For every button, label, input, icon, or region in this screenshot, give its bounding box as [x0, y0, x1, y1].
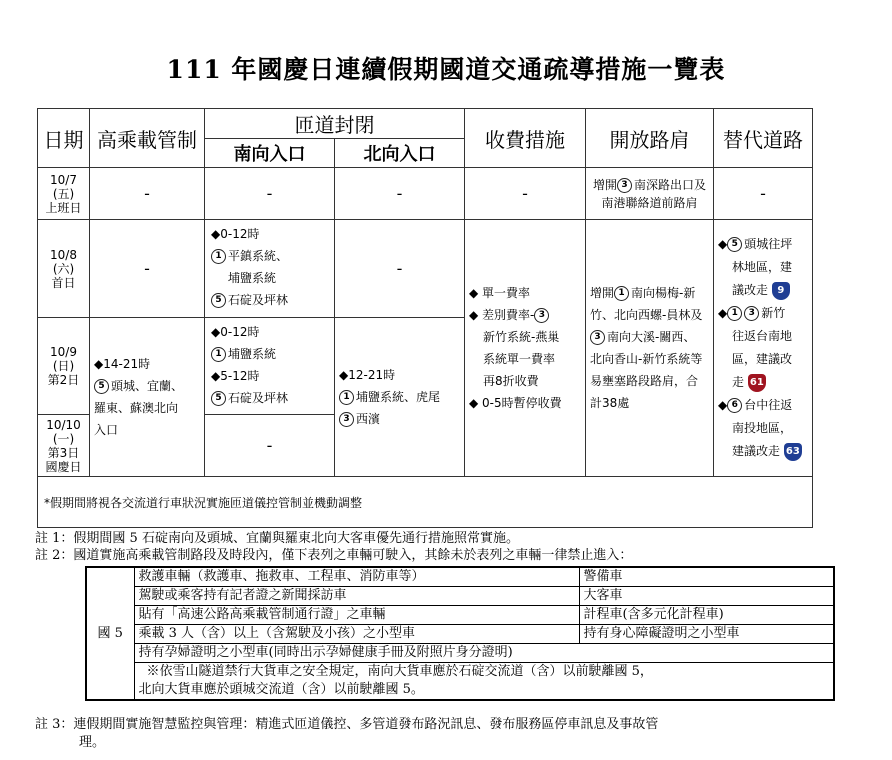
route-5-icon: 5	[94, 379, 109, 394]
hov-cell: -	[90, 220, 205, 318]
alt-text: 新竹	[761, 306, 786, 320]
date-cell	[38, 415, 90, 477]
route-6-icon: 6	[727, 398, 742, 413]
date-text: 第3日	[47, 445, 80, 460]
south-cell: -	[205, 415, 335, 477]
alt-cell: -	[714, 168, 813, 220]
vehicle-item: 警備車	[579, 567, 834, 587]
date-text: (六)	[52, 261, 75, 276]
shoulder-text: 增開	[592, 177, 617, 192]
toll-text: 再8折收費	[483, 374, 539, 388]
ramp-text: 埔鹽系統	[228, 271, 277, 285]
header-toll: 收費措施	[465, 109, 586, 168]
time-text: ◆14-21時	[94, 357, 151, 371]
alt-text: 建議改走	[732, 444, 781, 458]
alt-text: 頭城往坪	[744, 237, 793, 251]
date-cell	[38, 168, 90, 220]
header-hov: 高乘載管制	[90, 109, 205, 168]
header-alt: 替代道路	[714, 109, 813, 168]
date-text: 10/7	[50, 172, 77, 187]
alt-text: 南投地區，	[732, 421, 793, 435]
toll-text: ◆ 0-5時暫停收費	[469, 396, 562, 410]
route-3-icon: 3	[617, 178, 632, 193]
measures-table	[37, 108, 813, 528]
route-3-icon: 3	[534, 308, 549, 323]
tunnel-rule: 北向大貨車應於頭城交流道（含）以前駛離國 5。	[134, 681, 834, 700]
route-61-shield-icon: 61	[748, 374, 766, 392]
note-3-cont: 理。	[79, 735, 106, 750]
shoulder-text: 南深路出口及南港聯絡道前路肩	[601, 177, 707, 210]
header-ramp: 匝道封閉	[205, 109, 465, 139]
south-cell	[205, 318, 335, 415]
alt-text: 台中往返	[744, 398, 793, 412]
route-3-icon: 3	[339, 412, 354, 427]
note-1: 註 1：假期間國 5 石碇南向及頭城、宜蘭與羅東北向大客車優先通行措施照常實施。	[35, 531, 519, 546]
ramp-text: 埔鹽系統	[228, 347, 277, 361]
table-footnote: *假期間將視各交流道行車狀況實施匝道儀控管制並機動調整	[38, 477, 813, 528]
route-9-shield-icon: 9	[772, 282, 790, 300]
date-text: 第2日	[47, 373, 80, 387]
ramp-text: 西濱	[356, 412, 381, 426]
hov-text: 入口	[94, 423, 119, 437]
ramp-text: 石碇及坪林	[228, 293, 289, 307]
vehicle-item: 計程車(含多元化計程車)	[579, 606, 834, 625]
date-text: 10/8	[50, 247, 77, 262]
header-south: 南向入口	[205, 139, 335, 168]
ramp-text: 平鎮系統、	[228, 249, 289, 263]
toll-cell	[465, 220, 586, 477]
shoulder-text: 竹、北向西螺-員林及	[590, 308, 703, 322]
toll-text: 系統單一費率	[483, 352, 556, 366]
vehicle-item: 救護車輛（救護車、拖救車、工程車、消防車等）	[134, 567, 579, 587]
route-1-icon: 1	[614, 286, 629, 301]
alt-text: 議改走	[732, 283, 769, 297]
date-text: (一)	[52, 431, 75, 446]
hov-text: 羅東、蘇澳北向	[94, 401, 179, 415]
date-text: 國慶日	[45, 459, 82, 474]
vehicle-item: 持有身心障礙證明之小型車	[579, 625, 834, 644]
route-5-icon: 5	[211, 293, 226, 308]
time-text: ◆0-12時	[211, 227, 260, 241]
route-1-icon: 1	[211, 249, 226, 264]
vehicle-item: 大客車	[579, 587, 834, 606]
header-date: 日期	[38, 109, 90, 168]
route-5-icon: 5	[211, 391, 226, 406]
page-title: 111 年國慶日連續假期國道交通疏導措施一覽表	[166, 55, 726, 84]
route-1-icon: 1	[727, 306, 742, 321]
date-text: 首日	[51, 275, 76, 290]
vehicle-item: 持有孕婦證明之小型車(同時出示孕婦健康手冊及附照片身分證明)	[134, 644, 834, 663]
route-63-shield-icon: 63	[784, 443, 802, 461]
shoulder-text: 南向大溪-關西、	[607, 330, 696, 344]
date-text: (五)	[52, 186, 75, 201]
ramp-text: 埔鹽系統、虎尾	[356, 390, 441, 404]
hov-cell	[90, 318, 205, 477]
road-label: 國 5	[86, 567, 134, 700]
alt-text: 林地區，建	[732, 260, 793, 274]
date-text: 上班日	[45, 200, 82, 215]
table-row	[38, 168, 813, 220]
time-text: ◆0-12時	[211, 325, 260, 339]
date-text: 10/10	[46, 417, 81, 432]
route-1-icon: 1	[211, 347, 226, 362]
alt-text: 走	[732, 375, 745, 389]
time-text: ◆12-21時	[339, 368, 396, 382]
date-text: 10/9	[50, 345, 77, 359]
alt-text: 往返台南地	[732, 329, 793, 343]
north-cell: -	[335, 220, 465, 318]
shoulder-cell	[586, 168, 714, 220]
header-shoulder: 開放路肩	[586, 109, 714, 168]
hov-cell: -	[90, 168, 205, 220]
north-cell	[335, 318, 465, 477]
toll-cell: -	[465, 168, 586, 220]
toll-text: ◆ 差別費率-	[469, 308, 535, 322]
shoulder-text: 北向香山-新竹系統等	[590, 352, 703, 366]
route-1-icon: 1	[339, 390, 354, 405]
permitted-vehicles-table	[85, 566, 835, 701]
table-row	[38, 220, 813, 318]
vehicle-item: 貼有「高速公路高乘載管制通行證」之車輛	[134, 606, 579, 625]
alt-cell: ◆ 5 頭城往坪 林地區，建 議改走 9 ◆ 1 3 新竹 往返台南地 區，建議改 走 61 ◆ 6 台中往返 南投地區， 建議改走 63	[714, 220, 813, 477]
vehicle-item: 駕駛或乘客持有記者證之新聞採訪車	[134, 587, 579, 606]
toll-text: 新竹系統-燕巢	[483, 330, 560, 344]
alt-text: 區，建議改	[732, 352, 793, 366]
south-cell	[205, 220, 335, 318]
header-north: 北向入口	[335, 139, 465, 168]
shoulder-text: 增開	[590, 286, 615, 300]
note-3: 註 3：連假期間實施智慧監控與管理：精進式匝道儀控、多管道發布路況訊息、發布服務區停車訊息及事故管	[35, 717, 659, 732]
time-text: ◆5-12時	[211, 369, 260, 383]
tunnel-rule: ※依雪山隧道禁行大貨車之安全規定，南向大貨車應於石碇交流道（含）以前駛離國 5，	[134, 663, 834, 682]
table-footnote-row	[38, 477, 813, 528]
shoulder-cell	[586, 220, 714, 477]
toll-text: ◆ 單一費率	[469, 286, 531, 300]
date-cell	[38, 220, 90, 318]
ramp-text: 石碇及坪林	[228, 391, 289, 405]
hov-text: 頭城、宜蘭、	[111, 379, 184, 393]
shoulder-text: 易壅塞路段路肩，合	[590, 374, 699, 388]
date-text: (日)	[52, 359, 75, 373]
south-cell: -	[205, 168, 335, 220]
shoulder-text: 計38處	[590, 396, 630, 410]
vehicle-item: 乘載 3 人（含）以上（含駕駛及小孩）之小型車	[134, 625, 579, 644]
route-5-icon: 5	[727, 237, 742, 252]
shoulder-text: 南向楊梅-新	[631, 286, 696, 300]
route-3-icon: 3	[590, 330, 605, 345]
north-cell: -	[335, 168, 465, 220]
route-3-icon: 3	[744, 306, 759, 321]
note-2: 註 2：國道實施高乘載管制路段及時段內，僅下表列之車輛可駛入，其餘未於表列之車輛一律禁止進入：	[35, 548, 633, 563]
date-cell	[38, 318, 90, 415]
